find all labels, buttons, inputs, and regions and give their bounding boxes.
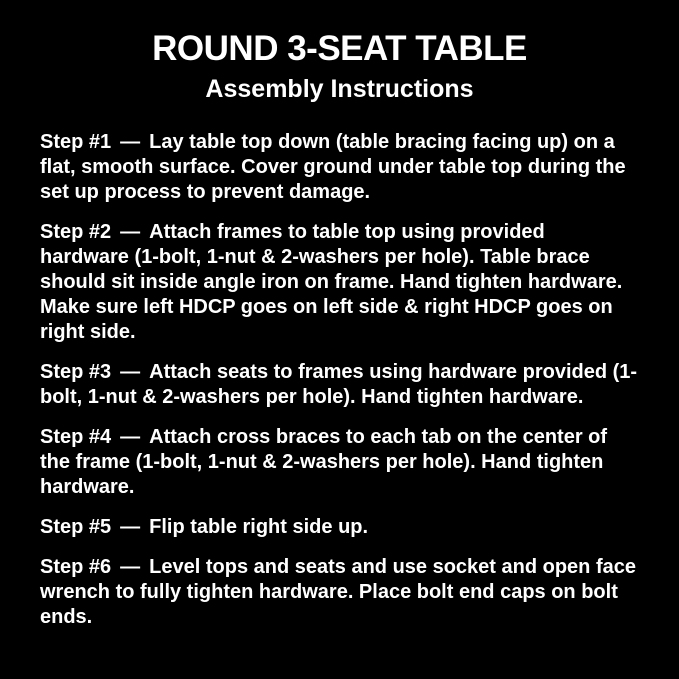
steps-list — [40, 130, 639, 630]
step-3-separator: — — [120, 361, 141, 383]
step-3-text: Attach seats to frames using hardware provided (1-bolt, 1-nut & 2-washers per hole). Hand tighten hardware. — [40, 361, 638, 408]
step-4-label: Step #4 — [40, 426, 112, 448]
step-5-separator: — — [120, 516, 141, 538]
step-3 — [40, 360, 639, 410]
step-6 — [40, 555, 639, 630]
step-1-separator: — — [120, 131, 141, 153]
step-5 — [40, 515, 639, 540]
step-5-label: Step #5 — [40, 516, 112, 538]
step-2-label: Step #2 — [40, 221, 112, 243]
step-4-separator: — — [120, 426, 141, 448]
step-3-label: Step #3 — [40, 361, 112, 383]
step-6-text: Level tops and seats and use socket and open face wrench to fully tighten hardware. Place bolt end caps on bolt ends. — [40, 556, 636, 628]
step-1-label: Step #1 — [40, 131, 112, 153]
step-2-text: Attach frames to table top using provided hardware (1-bolt, 1-nut & 2-washers per hole). Table brace should sit inside angle iron on frame. Hand tighten hardware. Make sure left HDCP goes on left side & right HDCP goes on right side. — [40, 221, 623, 343]
step-4-text: Attach cross braces to each tab on the center of the frame (1-bolt, 1-nut & 2-washers per hole). Hand tighten hardware. — [40, 426, 608, 498]
step-6-label: Step #6 — [40, 556, 112, 578]
page-title: ROUND 3-SEAT TABLE — [152, 29, 527, 68]
step-1-text: Lay table top down (table bracing facing up) on a flat, smooth surface. Cover ground under table top during the set up process to prevent damage. — [40, 131, 626, 203]
step-4 — [40, 425, 639, 500]
step-6-separator: — — [120, 556, 141, 578]
page-subtitle: Assembly Instructions — [205, 74, 474, 103]
step-2 — [40, 220, 639, 345]
step-5-text: Flip table right side up. — [149, 516, 369, 538]
step-2-separator: — — [120, 221, 141, 243]
step-1 — [40, 130, 639, 205]
